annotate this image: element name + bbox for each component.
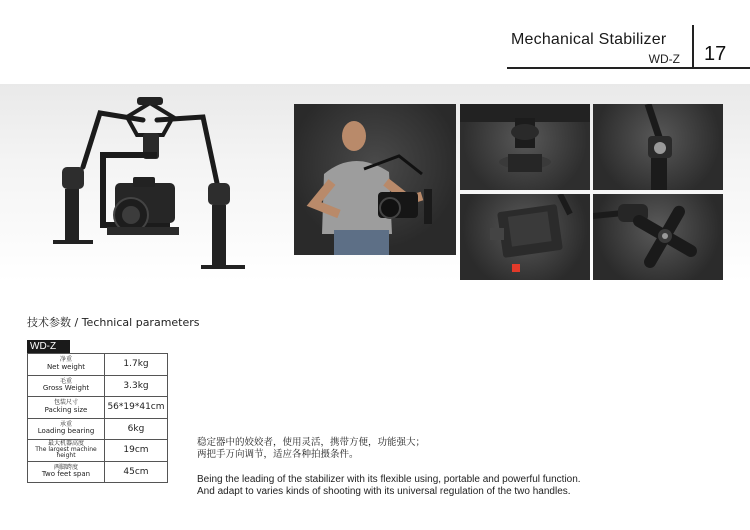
spec-label: 毛重 Gross Weight <box>28 375 105 397</box>
page-number: 17 <box>704 43 727 65</box>
spec-label: 最大机器高度 The largest machine height <box>28 440 105 462</box>
description-en-line-2: And adapt to varies kinds of shooting with its universal regulation of the two handles. <box>197 486 571 497</box>
header-divider <box>507 67 750 69</box>
description-cn-line-2: 两把手万向调节，适应各种拍摄条件。 <box>197 449 359 460</box>
spec-label: 包装尺寸 Packing size <box>28 397 105 419</box>
spec-table <box>27 353 168 483</box>
table-row <box>28 440 168 462</box>
spec-value: 6kg <box>105 418 168 440</box>
spec-value: 19cm <box>105 440 168 462</box>
detail-photo-foot <box>593 194 723 280</box>
spec-value: 56*19*41cm <box>105 397 168 419</box>
table-row <box>28 461 168 483</box>
table-row <box>28 397 168 419</box>
model-code: WD-Z <box>648 52 680 66</box>
description-cn-line-1: 稳定器中的姣姣者，使用灵活，携带方便，功能强大； <box>197 437 426 448</box>
model-tab: WD-Z <box>27 340 70 354</box>
detail-photo-gimbal-joint <box>593 104 723 190</box>
spec-label: 两脚跨度 Two feet span <box>28 461 105 483</box>
spec-value: 3.3kg <box>105 375 168 397</box>
technical-parameters-heading: 技术参数 / Technical parameters <box>27 316 200 329</box>
spec-value: 1.7kg <box>105 354 168 376</box>
spec-label: 净重 Net weight <box>28 354 105 376</box>
stabilizer-product-image <box>45 95 260 280</box>
spec-value: 45cm <box>105 461 168 483</box>
table-row <box>28 375 168 397</box>
header-vertical-divider <box>692 25 694 69</box>
page-title: Mechanical Stabilizer <box>511 31 667 48</box>
table-row <box>28 354 168 376</box>
detail-photo-top-mount <box>460 104 590 190</box>
detail-photo-camera-plate <box>460 194 590 280</box>
description-en-line-1: Being the leading of the stabilizer with its flexible using, portable and powerful function. <box>197 474 581 485</box>
spec-label: 承重 Loading bearing <box>28 418 105 440</box>
table-row <box>28 418 168 440</box>
usage-photo <box>294 104 456 255</box>
